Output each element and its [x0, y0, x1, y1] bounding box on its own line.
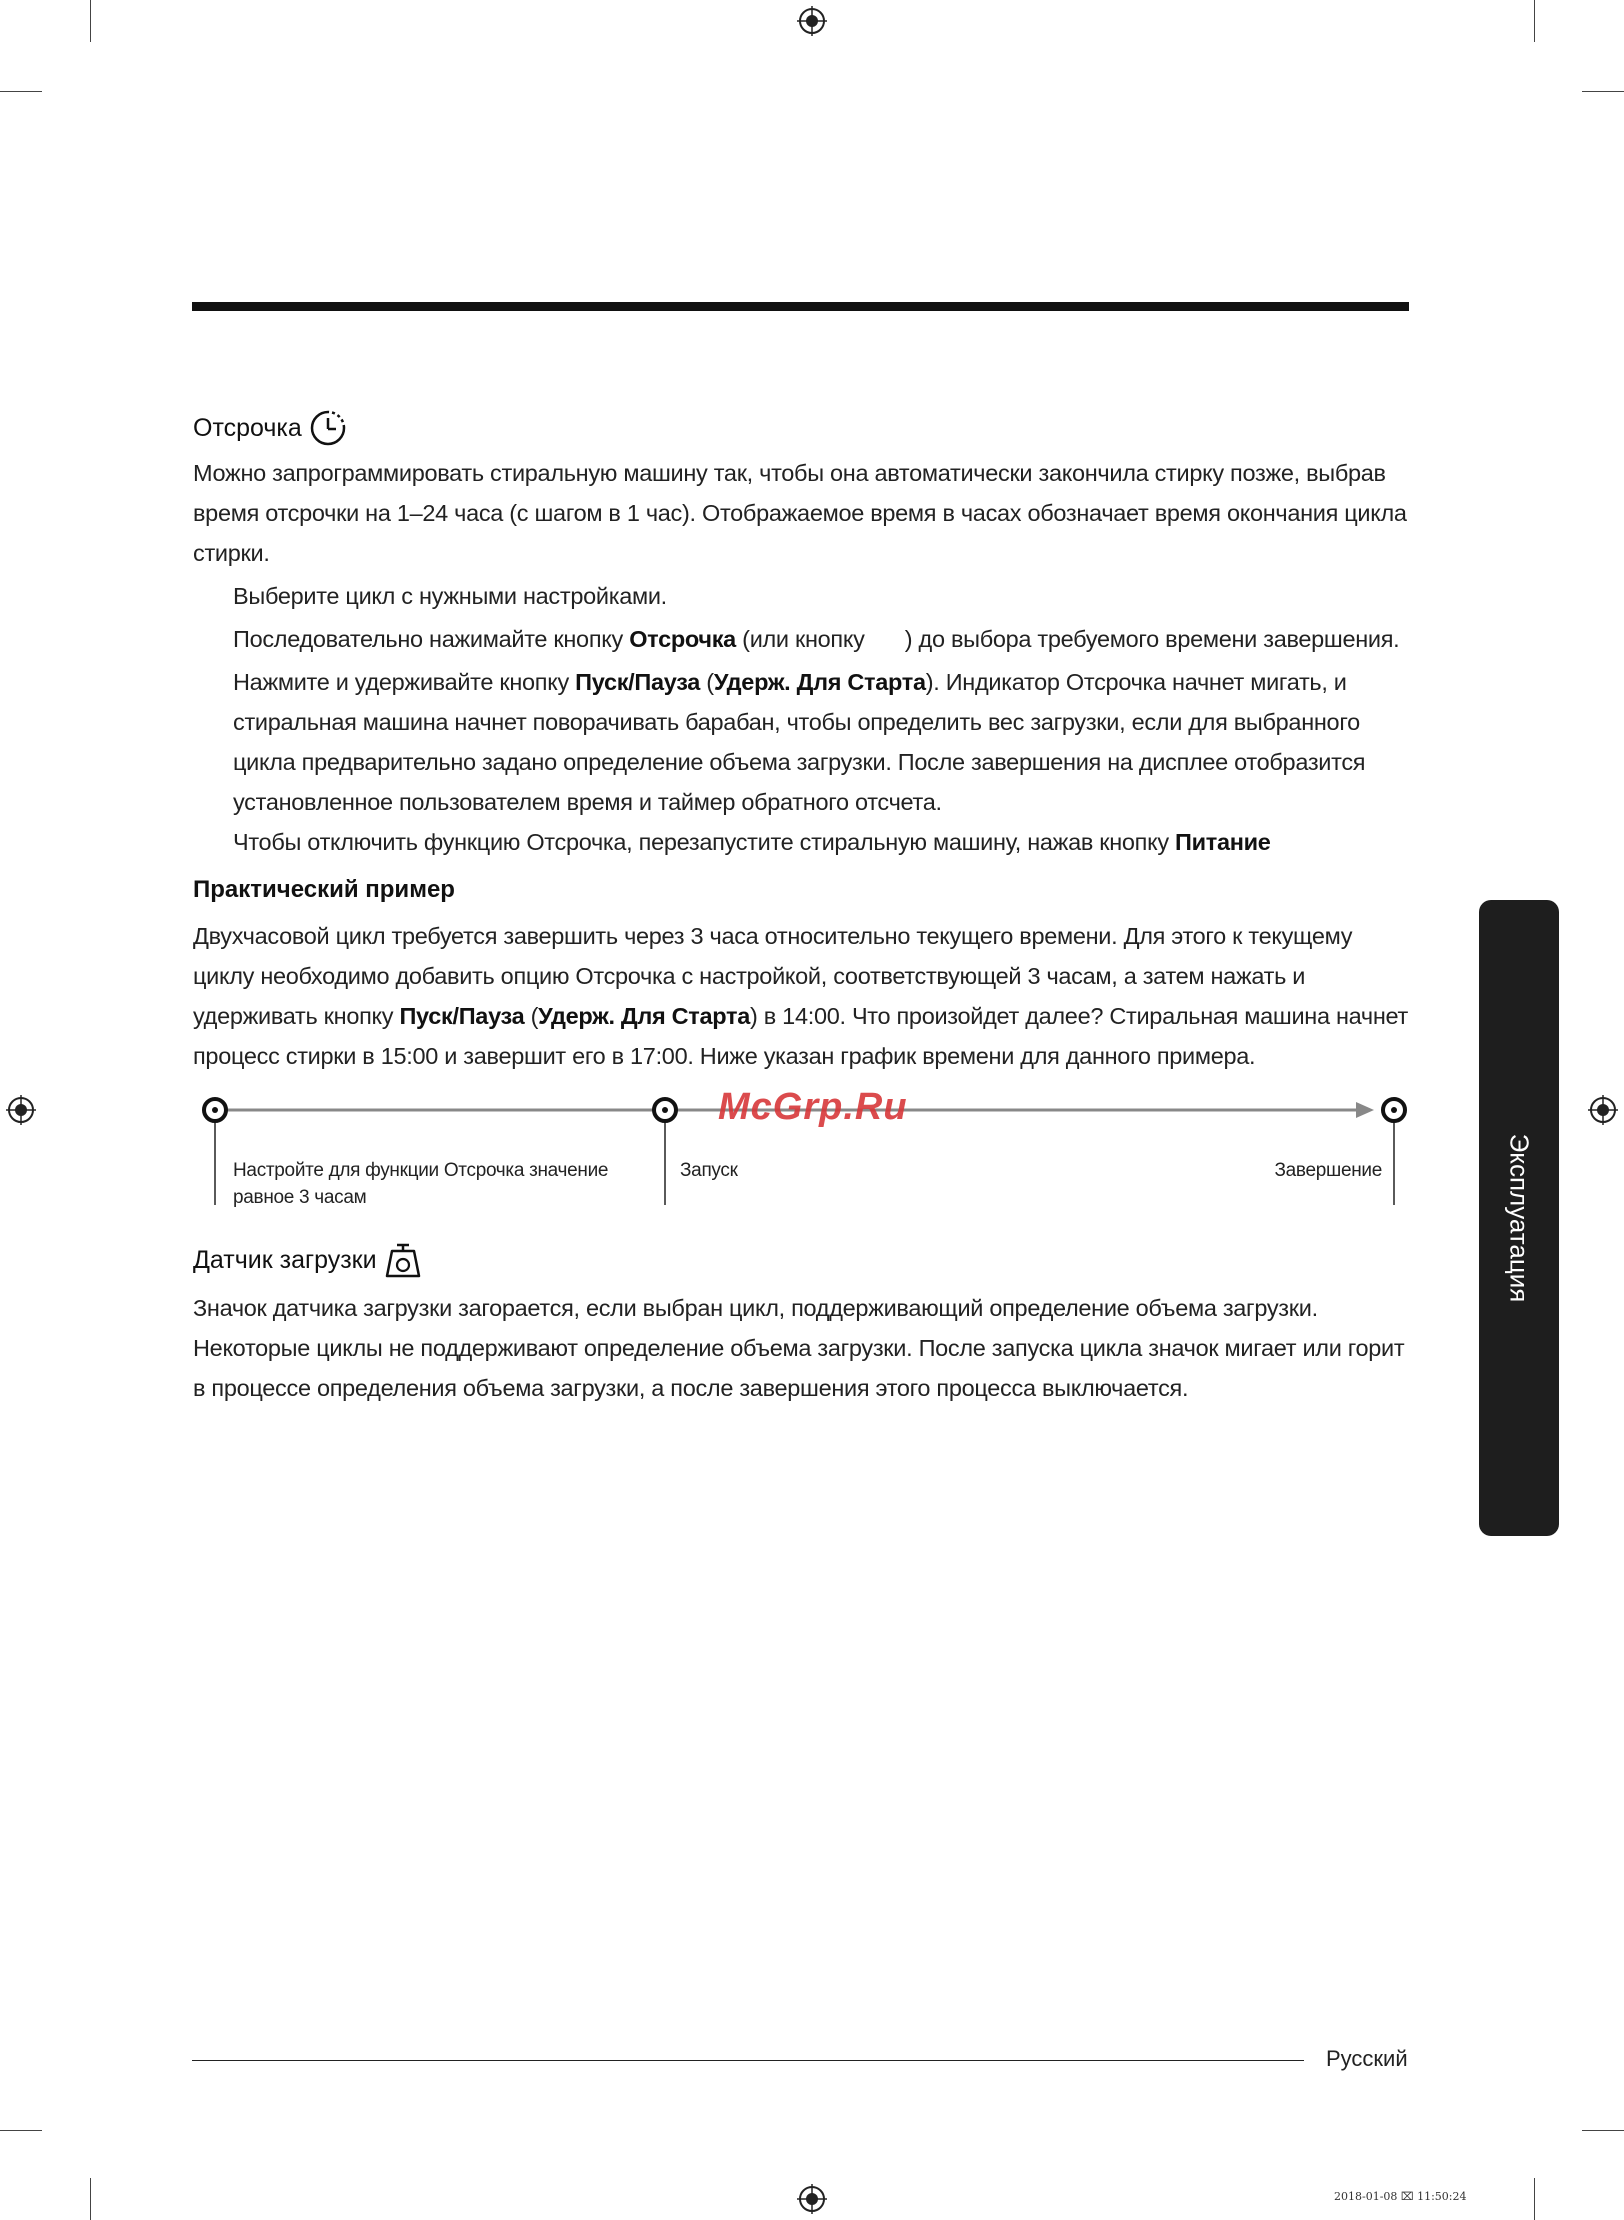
sensor-line: в процессе определения объема загрузки, а после завершения этого процесса выключается.	[193, 1375, 1189, 1401]
step-text: (или кнопку	[735, 626, 871, 652]
delay-heading	[193, 408, 348, 448]
sensor-title: Датчик загрузки	[193, 1245, 377, 1274]
delay-intro	[193, 453, 1423, 573]
step-text: Нажмите и удерживайте кнопку	[233, 669, 576, 695]
crop-mark	[0, 2130, 42, 2131]
timeline-label-setup	[233, 1157, 608, 1211]
example-line: Двухчасовой цикл требуется завершить через 3 часа относительно текущего времени. Для этого к текущему	[193, 923, 1353, 949]
step-line: стиральная машина начнет поворачивать барабан, чтобы определить вес загрузки, если для выбранного	[233, 709, 1360, 735]
timeline-node-dot	[1391, 1107, 1397, 1113]
registration-mark-icon	[797, 6, 827, 36]
hold-to-start-label: Удерж. Для Старта	[538, 1003, 751, 1029]
crop-mark	[1534, 2178, 1535, 2220]
delay-button-name: Отсрочка	[629, 626, 736, 652]
delay-step-4	[233, 822, 1433, 862]
sensor-line: Значок датчика загрузки загорается, если выбран цикл, поддерживающий определение объема загрузки.	[193, 1295, 1318, 1321]
power-button-name: Питание	[1175, 829, 1271, 855]
step-text: Чтобы отключить функцию Отсрочка, перезапустите стиральную машину, нажав кнопку	[233, 829, 1176, 855]
timeline-node-dot	[662, 1107, 668, 1113]
example-line: процесс стирки в 15:00 и завершит его в 17:00. Ниже указан график времени для данного примера.	[193, 1043, 1256, 1069]
delay-step-2	[233, 619, 1433, 659]
example-text: удерживать кнопку	[193, 1003, 400, 1029]
crop-mark	[1534, 0, 1535, 42]
step-text: Последовательно нажимайте кнопку	[233, 626, 630, 652]
example-text: (	[524, 1003, 539, 1029]
timeline-arrow-icon	[1356, 1102, 1374, 1118]
timeline-label-end: Завершение	[1274, 1160, 1382, 1181]
delay-title: Отсрочка	[193, 413, 302, 442]
crop-mark	[1582, 2130, 1624, 2131]
example-line	[193, 996, 1423, 1036]
step-text: (	[700, 669, 714, 695]
timeline-node-dot	[212, 1107, 218, 1113]
registration-mark-icon	[1588, 1095, 1618, 1125]
step-text: ) до выбора требуемого времени завершения.	[904, 626, 1400, 652]
footer-language: Русский	[1326, 2046, 1408, 2071]
top-rule	[192, 302, 1409, 311]
crop-mark	[0, 91, 42, 92]
timeline-label-line: равное 3 часам	[233, 1187, 367, 1208]
load-scale-icon	[383, 1240, 423, 1280]
registration-mark-icon	[797, 2184, 827, 2214]
example-line: циклу необходимо добавить опцию Отсрочка с настройкой, соответствующей 3 часам, а затем нажать и	[193, 963, 1306, 989]
delay-intro-line: время отсрочки на 1–24 часа (с шагом в 1 час). Отображаемое время в часах обозначает время окончания цикла	[193, 500, 1407, 526]
watermark: McGrp.Ru	[718, 1086, 908, 1128]
step-line: установленное пользователем время и таймер обратного отсчета.	[233, 789, 942, 815]
side-tab	[1479, 900, 1559, 1536]
step-text: ). Индикатор Отсрочка начнет мигать, и	[925, 669, 1347, 695]
sensor-heading	[193, 1240, 423, 1280]
side-tab-label: Эксплуатация	[1504, 1133, 1535, 1303]
delay-intro-line: стирки.	[193, 540, 270, 566]
start-pause-button-name: Пуск/Пауза	[399, 1003, 525, 1029]
timeline-label-line: Настройте для функции Отсрочка значение	[233, 1160, 609, 1181]
crop-mark	[90, 0, 91, 42]
delay-timer-icon	[308, 408, 348, 448]
step-line: цикла предварительно задано определение объема загрузки. После завершения на дисплее отобразится	[233, 749, 1366, 775]
print-timestamp: 2018-01-08 ⌧ 11:50:24	[1334, 2190, 1467, 2203]
footer-rule	[192, 2060, 1304, 2061]
example-heading: Практический пример	[193, 876, 455, 903]
delay-step-3	[233, 662, 1433, 822]
start-pause-button-name: Пуск/Пауза	[575, 669, 701, 695]
hold-to-start-label: Удерж. Для Старта	[713, 669, 926, 695]
delay-step-1	[233, 576, 1433, 616]
sensor-line: Некоторые циклы не поддерживают определение объема загрузки. После запуска цикла значок мигает или горит	[193, 1335, 1405, 1361]
delay-intro-line: Можно запрограммировать стиральную машину так, чтобы она автоматически закончила стирку позже, выбрав	[193, 460, 1386, 486]
example-text: ) в 14:00. Что произойдет далее? Стиральная машина начнет	[750, 1003, 1408, 1029]
example-paragraph	[193, 916, 1423, 1076]
step-text: Выберите цикл с нужными настройками.	[233, 583, 667, 609]
step-line	[233, 662, 1433, 702]
crop-mark	[90, 2178, 91, 2220]
sensor-paragraph	[193, 1288, 1423, 1408]
crop-mark	[1582, 91, 1624, 92]
registration-mark-icon	[6, 1095, 36, 1125]
timeline-label-start: Запуск	[680, 1160, 738, 1181]
